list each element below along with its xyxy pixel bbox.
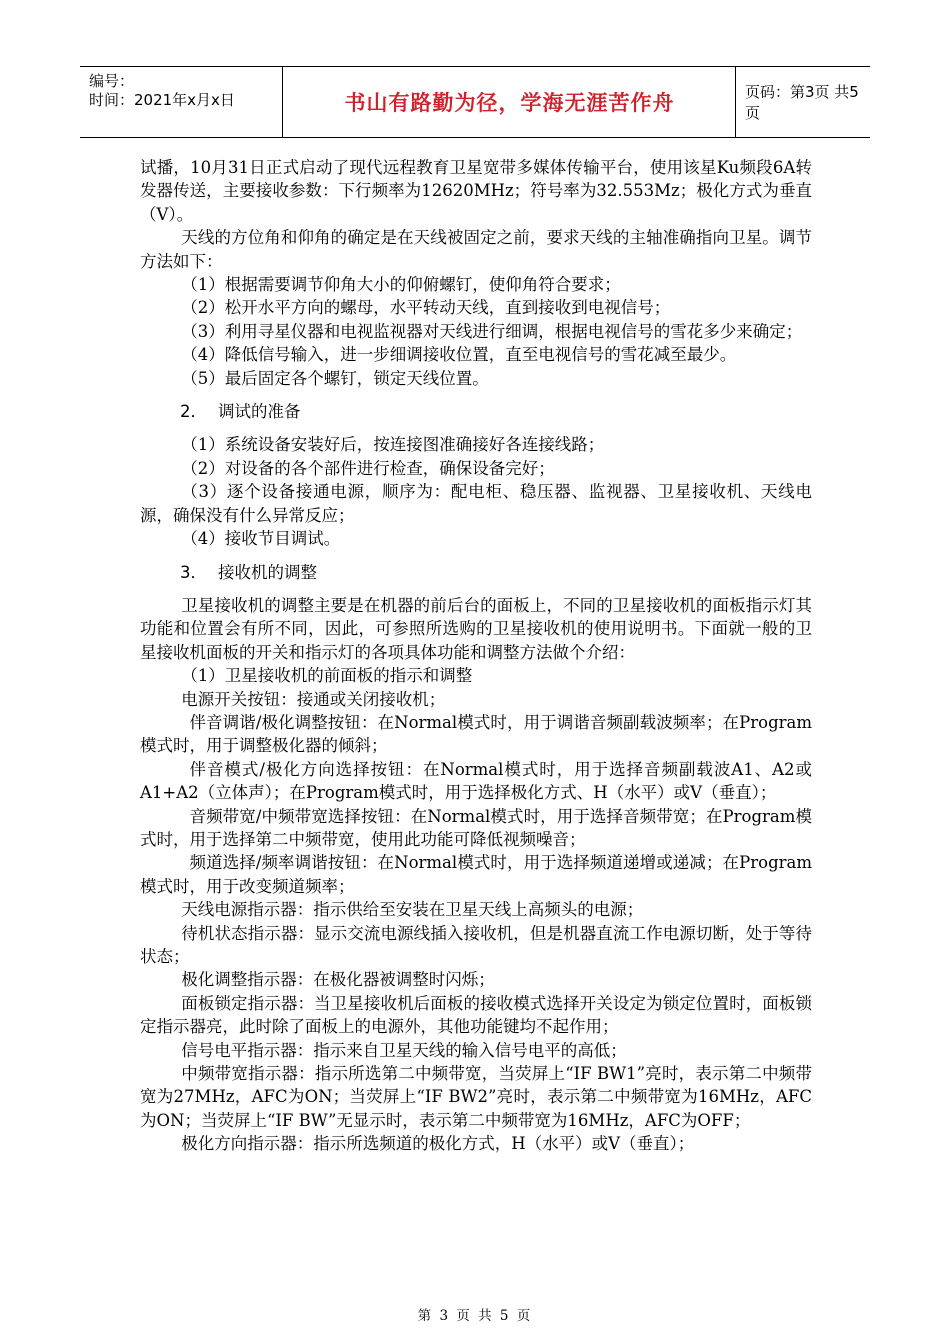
list-item: 中频带宽指示器：指示所选第二中频带宽，当荧屏上“IF BW1”亮时，表示第二中频带宽为27MHz，AFC为ON；当荧屏上“IF BW2”亮时，表示第二中频带宽为16MHz，AFC为ON；当荧屏上“IF BW”无显示时，表示第二中频带宽为16MHz，AFC为OFF； — [140, 1064, 812, 1130]
paragraph: 卫星接收机的调整主要是在机器的前后台的面板上，不同的卫星接收机的面板指示灯其功能和位置会有所不同，因此，可参照所选购的卫星接收机的使用说明书。下面就一般的卫星接收机面板的开关和指示灯的各项具体功能和调整方法做个介绍： — [140, 595, 812, 662]
list-item: 天线电源指示器：指示供给至安装在卫星天线上高频头的电源； — [181, 900, 644, 920]
document-time-label: 时间：2021年x月x日 — [89, 91, 235, 109]
header-meta — [80, 67, 283, 137]
page-footer: 第 3 页 共 5 页 — [417, 1308, 533, 1324]
list-item: （4）降低信号输入，进一步细调接收位置，直至电视信号的雪花减至最少。 — [181, 345, 737, 365]
list-item: （5）最后固定各个螺钉，锁定天线位置。 — [181, 368, 489, 388]
list-item: （2）对设备的各个部件进行检查，确保设备完好； — [181, 458, 555, 478]
header-motto: 书山有路勤为径，学海无涯苦作舟 — [284, 67, 736, 137]
section-heading-2 — [140, 400, 812, 423]
header-page-info: 页码：第3页 共5页 — [745, 83, 859, 122]
list-item: （2）松开水平方向的螺母，水平转动天线，直到接收到电视信号； — [181, 298, 671, 318]
page-header — [80, 66, 870, 138]
section-number: 3． — [180, 562, 207, 582]
section-heading-3 — [140, 561, 812, 584]
list-item: 频道选择/频率调谐按钮：在Normal模式时，用于选择频道递增或递减；在Program模式时，用于改变频道频率； — [140, 853, 812, 896]
section-number: 2． — [180, 402, 207, 422]
list-item: 极化方向指示器：指示所选频道的极化方式，H（水平）或V（垂直）； — [181, 1134, 695, 1154]
list-item: 音频带宽/中频带宽选择按钮：在Normal模式时，用于选择音频带宽；在Program模式时，用于选择第二中频带宽，使用此功能可降低视频噪音； — [140, 806, 812, 849]
document-number-label: 编号： — [89, 72, 135, 90]
list-item: 电源开关按钮：接通或关闭接收机； — [181, 689, 446, 709]
document-body — [140, 156, 812, 1156]
list-item: （1）卫星接收机的前面板的指示和调整 — [181, 666, 473, 686]
list-item: 伴音模式/极化方向选择按钮：在Normal模式时，用于选择音频副载波A1、A2或A1+A2（立体声）；在Program模式时，用于选择极化方式、H（水平）或V（垂直）； — [140, 759, 812, 803]
list-item: 伴音调谐/极化调整按钮：在Normal模式时，用于调谐音频副载波频率；在Program模式时，用于调整极化器的倾斜； — [140, 712, 812, 756]
list-item: （4）接收节目调试。 — [181, 529, 341, 549]
list-item: （3）逐个设备接通电源，顺序为：配电柜、稳压器、监视器、卫星接收机、天线电源，确保没有什么异常反应； — [140, 482, 812, 525]
list-item: （1）系统设备安装好后，按连接图准确接好各连接线路； — [181, 435, 605, 455]
list-item: （1）根据需要调节仰角大小的仰俯螺钉，使仰角符合要求； — [181, 275, 621, 295]
list-item: 待机状态指示器：显示交流电源线插入接收机，但是机器直流工作电源切断，处于等待状态； — [140, 923, 812, 966]
section-title: 调试的准备 — [218, 402, 301, 422]
list-item: 极化调整指示器：在极化器被调整时闪烁； — [181, 970, 495, 990]
section-title: 接收机的调整 — [218, 562, 317, 582]
list-item: 信号电平指示器：指示来自卫星天线的输入信号电平的高低； — [181, 1040, 627, 1060]
paragraph: 天线的方位角和仰角的确定是在天线被固定之前，要求天线的主轴准确指向卫星。调节方法如下： — [140, 228, 812, 271]
paragraph: 试播，10月31日正式启动了现代远程教育卫星宽带多媒体传输平台，使用该星Ku频段6A转发器传送，主要接收参数：下行频率为12620MHz；符号率为32.553Mz；极化方式为垂直（V）。 — [140, 158, 812, 224]
list-item: 面板锁定指示器：当卫星接收机后面板的接收模式选择开关设定为锁定位置时，面板锁定指示器亮，此时除了面板上的电源外，其他功能键均不起作用； — [140, 993, 812, 1037]
list-item: （3）利用寻星仪器和电视监视器对天线进行细调，根据电视信号的雪花多少来确定； — [181, 321, 803, 341]
